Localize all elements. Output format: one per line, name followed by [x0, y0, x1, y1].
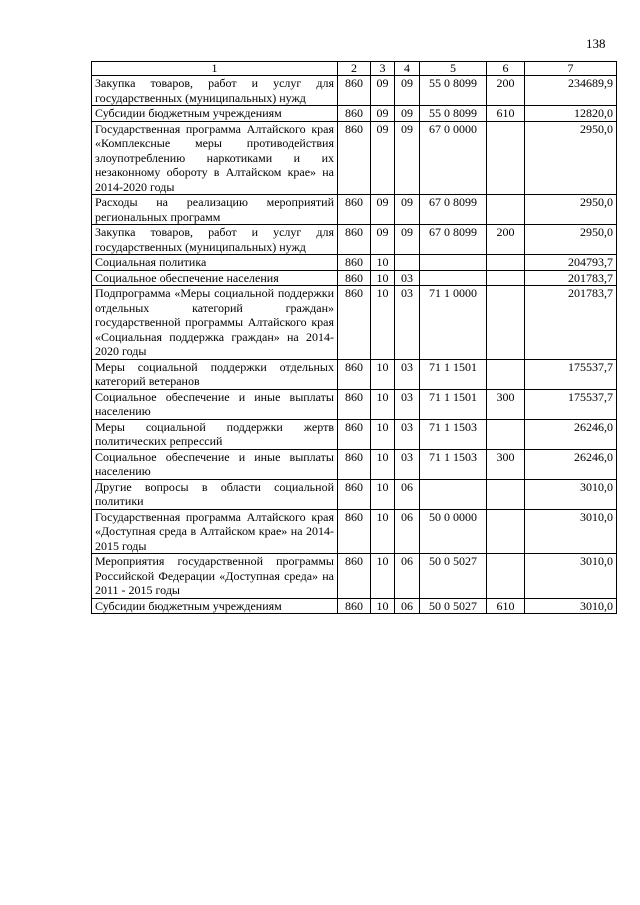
expense-type-code: 300 [487, 389, 525, 419]
section-code: 09 [371, 76, 395, 106]
expense-type-code [487, 509, 525, 554]
subsection-code: 09 [395, 195, 420, 225]
table-row [92, 389, 617, 419]
expense-type-code [487, 195, 525, 225]
amount: 3010,0 [525, 479, 617, 509]
target-article-code: 55 0 8099 [420, 76, 487, 106]
expense-type-code [487, 479, 525, 509]
table-row [92, 359, 617, 389]
subsection-code: 03 [395, 449, 420, 479]
target-article-code: 71 1 1501 [420, 389, 487, 419]
amount: 175537,7 [525, 359, 617, 389]
section-code: 10 [371, 479, 395, 509]
column-header: 2 [338, 62, 371, 76]
subsection-code: 03 [395, 286, 420, 360]
expense-name: Закупка товаров, работ и услуг для государственных (муниципальных) нужд [92, 76, 338, 106]
ministry-code: 860 [338, 225, 371, 255]
target-article-code: 50 0 5027 [420, 554, 487, 599]
expense-name: Социальное обеспечение и иные выплаты населению [92, 389, 338, 419]
expense-type-code: 610 [487, 598, 525, 614]
section-code: 10 [371, 509, 395, 554]
section-code: 10 [371, 449, 395, 479]
table-row [92, 449, 617, 479]
expense-name: Социальное обеспечение населения [92, 270, 338, 286]
target-article-code: 55 0 8099 [420, 106, 487, 122]
expense-type-code: 300 [487, 449, 525, 479]
column-header: 7 [525, 62, 617, 76]
expense-name: Другие вопросы в области социальной политики [92, 479, 338, 509]
ministry-code: 860 [338, 270, 371, 286]
amount: 204793,7 [525, 255, 617, 271]
amount: 26246,0 [525, 449, 617, 479]
ministry-code: 860 [338, 598, 371, 614]
table-row [92, 106, 617, 122]
section-code: 10 [371, 286, 395, 360]
table-row [92, 255, 617, 271]
target-article-code [420, 255, 487, 271]
column-header: 6 [487, 62, 525, 76]
table-row [92, 270, 617, 286]
amount: 3010,0 [525, 554, 617, 599]
expense-name: Меры социальной поддержки жертв политических репрессий [92, 419, 338, 449]
expense-type-code [487, 121, 525, 195]
amount: 2950,0 [525, 195, 617, 225]
amount: 12820,0 [525, 106, 617, 122]
section-code: 09 [371, 106, 395, 122]
ministry-code: 860 [338, 195, 371, 225]
expense-name: Субсидии бюджетным учреждениям [92, 598, 338, 614]
amount: 234689,9 [525, 76, 617, 106]
section-code: 10 [371, 598, 395, 614]
expense-name: Подпрограмма «Меры социальной поддержки отдельных категорий граждан» государственной программы Алтайского края «Социальная поддержка граждан» на 2014-2020 годы [92, 286, 338, 360]
subsection-code: 06 [395, 479, 420, 509]
budget-table [91, 61, 617, 614]
amount: 3010,0 [525, 598, 617, 614]
subsection-code: 06 [395, 509, 420, 554]
page-number: 138 [586, 36, 606, 51]
table-row [92, 76, 617, 106]
expense-name: Меры социальной поддержки отдельных категорий ветеранов [92, 359, 338, 389]
section-code: 09 [371, 121, 395, 195]
ministry-code: 860 [338, 76, 371, 106]
expense-type-code [487, 554, 525, 599]
subsection-code [395, 255, 420, 271]
section-code: 10 [371, 554, 395, 599]
ministry-code: 860 [338, 479, 371, 509]
section-code: 10 [371, 389, 395, 419]
ministry-code: 860 [338, 419, 371, 449]
ministry-code: 860 [338, 449, 371, 479]
table-row [92, 598, 617, 614]
expense-name: Социальное обеспечение и иные выплаты населению [92, 449, 338, 479]
subsection-code: 09 [395, 76, 420, 106]
target-article-code: 67 0 8099 [420, 195, 487, 225]
expense-type-code: 610 [487, 106, 525, 122]
ministry-code: 860 [338, 286, 371, 360]
amount: 2950,0 [525, 121, 617, 195]
section-code: 09 [371, 225, 395, 255]
column-header: 3 [371, 62, 395, 76]
subsection-code: 09 [395, 225, 420, 255]
amount: 3010,0 [525, 509, 617, 554]
expense-name: Субсидии бюджетным учреждениям [92, 106, 338, 122]
table-row [92, 286, 617, 360]
column-header: 4 [395, 62, 420, 76]
section-code: 10 [371, 359, 395, 389]
table-row [92, 121, 617, 195]
target-article-code: 71 1 0000 [420, 286, 487, 360]
section-code: 10 [371, 270, 395, 286]
subsection-code: 09 [395, 106, 420, 122]
target-article-code: 67 0 0000 [420, 121, 487, 195]
table-row [92, 554, 617, 599]
ministry-code: 860 [338, 389, 371, 419]
target-article-code: 50 0 5027 [420, 598, 487, 614]
amount: 201783,7 [525, 286, 617, 360]
subsection-code: 03 [395, 359, 420, 389]
expense-name: Государственная программа Алтайского края «Доступная среда в Алтайском крае» на 2014-2015 годы [92, 509, 338, 554]
ministry-code: 860 [338, 554, 371, 599]
target-article-code: 67 0 8099 [420, 225, 487, 255]
expense-name: Закупка товаров, работ и услуг для государственных (муниципальных) нужд [92, 225, 338, 255]
table-row [92, 195, 617, 225]
expense-type-code [487, 286, 525, 360]
ministry-code: 860 [338, 121, 371, 195]
target-article-code: 71 1 1503 [420, 449, 487, 479]
section-code: 09 [371, 195, 395, 225]
expense-name: Расходы на реализацию мероприятий региональных программ [92, 195, 338, 225]
amount: 201783,7 [525, 270, 617, 286]
target-article-code: 71 1 1501 [420, 359, 487, 389]
subsection-code: 03 [395, 419, 420, 449]
expense-type-code [487, 270, 525, 286]
target-article-code: 50 0 0000 [420, 509, 487, 554]
table-header-row [92, 62, 617, 76]
table-row [92, 479, 617, 509]
amount: 26246,0 [525, 419, 617, 449]
amount: 175537,7 [525, 389, 617, 419]
expense-type-code [487, 419, 525, 449]
subsection-code: 09 [395, 121, 420, 195]
target-article-code: 71 1 1503 [420, 419, 487, 449]
expense-type-code: 200 [487, 76, 525, 106]
expense-name: Социальная политика [92, 255, 338, 271]
table-row [92, 509, 617, 554]
subsection-code: 03 [395, 270, 420, 286]
ministry-code: 860 [338, 106, 371, 122]
target-article-code [420, 479, 487, 509]
subsection-code: 03 [395, 389, 420, 419]
ministry-code: 860 [338, 359, 371, 389]
amount: 2950,0 [525, 225, 617, 255]
table-row [92, 419, 617, 449]
column-header: 1 [92, 62, 338, 76]
expense-type-code [487, 255, 525, 271]
column-header: 5 [420, 62, 487, 76]
expense-type-code: 200 [487, 225, 525, 255]
expense-name: Государственная программа Алтайского края «Комплексные меры противодействия злоупотреблению наркотиками и их незаконному обороту в Алтайском крае» на 2014-2020 годы [92, 121, 338, 195]
target-article-code [420, 270, 487, 286]
section-code: 10 [371, 255, 395, 271]
subsection-code: 06 [395, 554, 420, 599]
expense-type-code [487, 359, 525, 389]
ministry-code: 860 [338, 509, 371, 554]
section-code: 10 [371, 419, 395, 449]
ministry-code: 860 [338, 255, 371, 271]
table-row [92, 225, 617, 255]
expense-name: Мероприятия государственной программы Российской Федерации «Доступная среда» на 2011 - 2015 годы [92, 554, 338, 599]
subsection-code: 06 [395, 598, 420, 614]
